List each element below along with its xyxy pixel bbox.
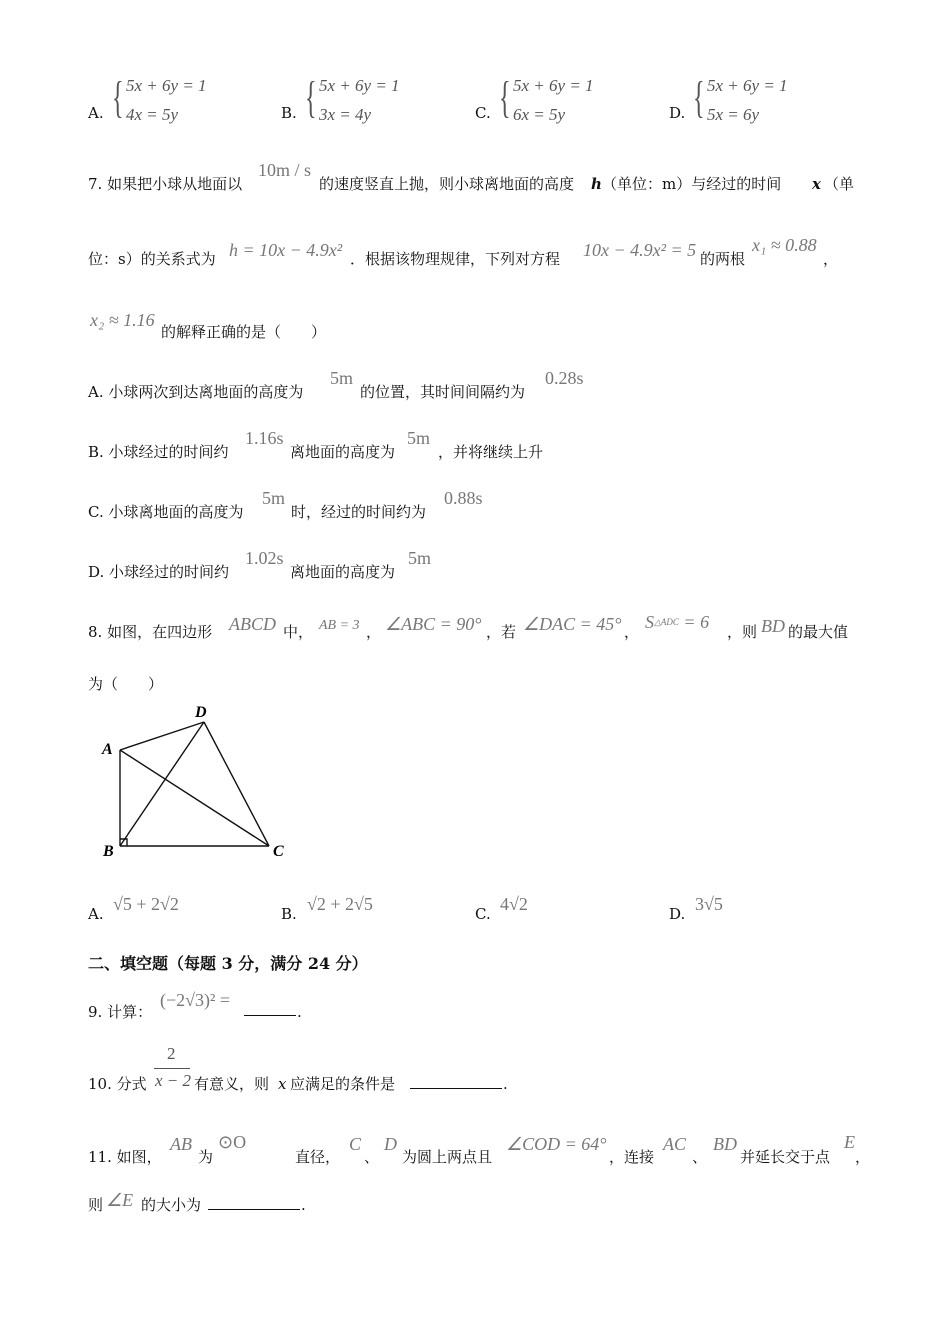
q11-text: 为圆上两点且 — [402, 1148, 493, 1166]
q7-text: （单位：m）与经过的时间 — [602, 175, 782, 193]
label-d: D — [195, 704, 207, 721]
option-value: 0.88s — [444, 488, 483, 508]
area-value: = 6 — [683, 612, 710, 632]
option-text: D. 小球经过的时间约 — [88, 563, 230, 581]
option-text: ，并将继续上升 — [438, 443, 544, 461]
system-row-2: 3x = 4y — [319, 105, 372, 124]
q11-angle-e: ∠E — [106, 1190, 134, 1210]
option-value: 4√2 — [500, 894, 528, 914]
diagonal-bd — [120, 722, 204, 846]
q8-angle-abc: ∠ABC = 90° — [385, 614, 482, 634]
option-value: 5m — [262, 488, 286, 508]
area-subscript: △ADC — [654, 617, 679, 627]
q11-text: . — [301, 1196, 306, 1214]
q7-text: 的速度竖直上抛，则小球离地面的高度 — [319, 175, 575, 193]
q10-text: . — [503, 1075, 508, 1093]
answer-blank[interactable] — [410, 1072, 502, 1089]
q7-equation: 10x − 4.9x² = 5 — [583, 240, 697, 260]
q11-ab: AB — [170, 1134, 192, 1154]
q8-abcd: ABCD — [229, 614, 276, 634]
fraction-numerator: 2 — [167, 1044, 176, 1063]
q11-text: 11. 如图， — [88, 1148, 162, 1166]
option-value: √2 + 2√5 — [307, 894, 373, 914]
q7-text: ， — [823, 250, 839, 268]
q11-d: D — [384, 1134, 397, 1154]
label-b: B — [103, 843, 114, 860]
system-row-1: 5x + 6y = 1 — [707, 76, 788, 95]
option-text: 离地面的高度为 — [290, 563, 396, 581]
option-value: 1.02s — [245, 548, 284, 568]
q11-ac: AC — [663, 1134, 687, 1154]
option-label: C. — [475, 104, 491, 122]
q8-text: 中， — [283, 623, 314, 641]
option-value: 3√5 — [695, 894, 723, 914]
q7-x-var: x — [812, 175, 821, 193]
q7-text: 的解释正确的是（ ） — [161, 323, 327, 341]
q8-text: ，则 — [727, 623, 758, 641]
q11-e: E — [844, 1132, 855, 1152]
fraction-bar — [154, 1068, 190, 1069]
option-text: B. 小球经过的时间约 — [88, 443, 229, 461]
q7-root-1: x₁ ≈ 0.88 — [752, 235, 817, 255]
q11-text: ，连接 — [609, 1148, 655, 1166]
option-label: D. — [669, 104, 686, 122]
option-value: 0.28s — [545, 368, 584, 388]
option-label: A. — [88, 104, 104, 122]
brace-icon: { — [499, 73, 511, 122]
edge-ad — [120, 722, 204, 750]
q8-text: ， — [366, 623, 382, 641]
q7-text: （单 — [824, 175, 855, 193]
q11-c: C — [349, 1134, 362, 1154]
diagonal-ac — [120, 750, 269, 846]
option-text: 时，经过的时间约为 — [291, 503, 427, 521]
q9-text: 9. 计算： — [88, 1003, 153, 1021]
q7-h-var: h — [591, 175, 602, 193]
q8-text: ，若 — [486, 623, 517, 641]
option-label: D. — [669, 905, 686, 923]
q7-text: ．根据该物理规律，下列对方程 — [350, 250, 561, 268]
q11-text: 并延长交于点 — [740, 1148, 831, 1166]
q11-text: 直径， — [295, 1148, 341, 1166]
answer-blank[interactable] — [208, 1193, 300, 1210]
q7-formula: h = 10x − 4.9x² — [229, 240, 343, 260]
edge-dc — [204, 722, 269, 846]
option-value: 5m — [330, 368, 354, 388]
q10-text: 有意义，则 — [194, 1075, 270, 1093]
label-c: C — [273, 843, 284, 860]
q7-text: 的两根 — [700, 250, 746, 268]
area-s: S — [645, 612, 654, 632]
q11-text: 、 — [692, 1148, 708, 1166]
q8-text: ， — [624, 623, 640, 641]
option-label: C. — [475, 905, 491, 923]
option-text: 的位置，其时间间隔约为 — [360, 383, 526, 401]
option-value: 5m — [407, 428, 431, 448]
q11-text: 则 — [88, 1196, 104, 1214]
brace-icon: { — [112, 73, 124, 122]
q11-text: 、 — [364, 1148, 380, 1166]
option-value: 5m — [408, 548, 432, 568]
option-text: C. 小球离地面的高度为 — [88, 503, 244, 521]
quadrilateral-figure — [95, 698, 295, 863]
option-value: 1.16s — [245, 428, 284, 448]
q7-text: 位：s）的关系式为 — [88, 250, 216, 268]
q10-x-var: x — [278, 1075, 287, 1093]
fraction-denominator: x − 2 — [155, 1071, 192, 1090]
equation-system — [112, 73, 232, 128]
q11-text: 为 — [198, 1148, 214, 1166]
q7-text: 7. 如果把小球从地面以 — [88, 175, 243, 193]
brace-icon: { — [305, 73, 317, 122]
system-row-1: 5x + 6y = 1 — [319, 76, 400, 95]
q7-speed: 10m / s — [258, 160, 312, 180]
system-row-2: 5x = 6y — [707, 105, 760, 124]
q7-root-2: x₂ ≈ 1.16 — [90, 310, 155, 330]
label-a: A — [102, 741, 113, 758]
system-row-2: 6x = 5y — [513, 105, 566, 124]
option-text: A. 小球两次到达离地面的高度为 — [88, 383, 304, 401]
q8-area — [645, 612, 709, 632]
equation-system — [693, 73, 813, 128]
q8-ab: AB = 3 — [319, 618, 360, 633]
option-label: B. — [281, 905, 297, 923]
system-row-1: 5x + 6y = 1 — [126, 76, 207, 95]
q8-bd: BD — [761, 616, 785, 636]
q11-circle: ⊙O — [218, 1132, 247, 1152]
answer-blank[interactable] — [244, 999, 296, 1016]
section-heading: 二、填空题（每题 3 分，满分 24 分） — [88, 954, 368, 973]
system-row-2: 4x = 5y — [126, 105, 179, 124]
q9-expression: (−2√3)² = — [160, 990, 231, 1010]
q8-text: 的最大值 — [788, 623, 849, 641]
q10-text: 10. 分式 — [88, 1075, 147, 1093]
option-value: √5 + 2√2 — [113, 894, 179, 914]
q11-text: ， — [855, 1148, 871, 1166]
q10-text: 应满足的条件是 — [290, 1075, 396, 1093]
q9-text: . — [297, 1003, 302, 1021]
q8-text: 8. 如图，在四边形 — [88, 623, 213, 641]
option-label: B. — [281, 104, 297, 122]
system-row-1: 5x + 6y = 1 — [513, 76, 594, 95]
equation-system — [499, 73, 619, 128]
brace-icon: { — [693, 73, 705, 122]
q11-angle-cod: ∠COD = 64° — [506, 1134, 607, 1154]
equation-system — [305, 73, 425, 128]
option-text: 离地面的高度为 — [290, 443, 396, 461]
q8-angle-dac: ∠DAC = 45° — [523, 614, 622, 634]
option-label: A. — [88, 905, 104, 923]
q11-bd: BD — [713, 1134, 737, 1154]
q11-text: 的大小为 — [141, 1196, 202, 1214]
q8-text: 为（ ） — [88, 675, 164, 693]
